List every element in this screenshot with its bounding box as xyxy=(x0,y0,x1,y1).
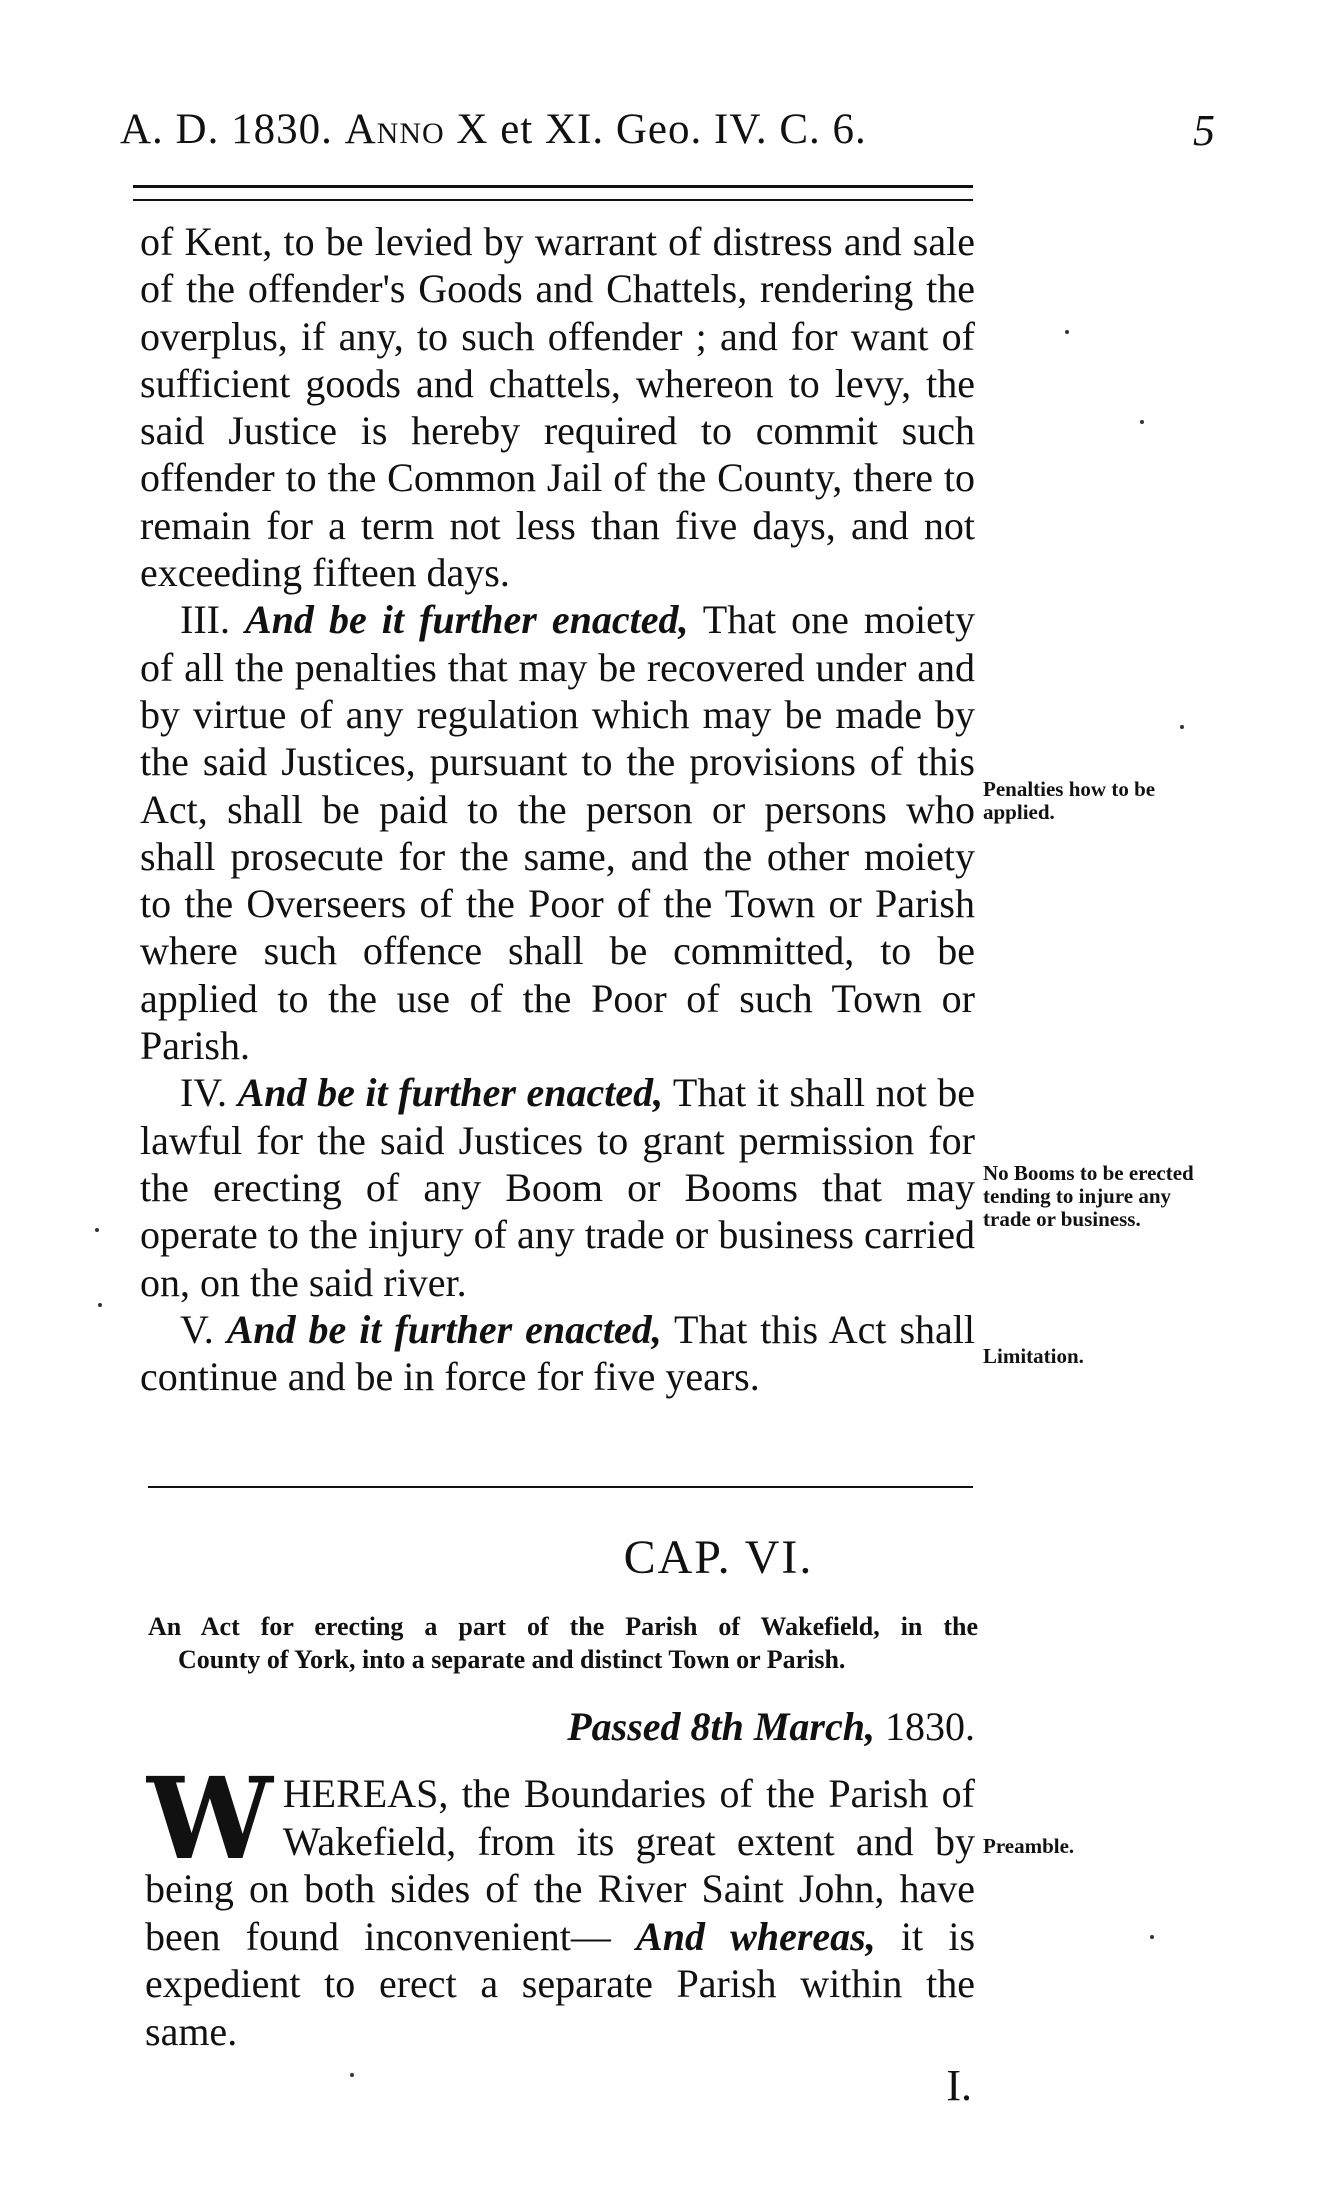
passed-date xyxy=(567,1703,975,1750)
chapter-heading-text: CAP. VI. xyxy=(623,1531,814,1584)
margin-note-preamble: Preamble. xyxy=(983,1834,1075,1858)
act-title-line-1: An Act for erecting a part of the Parish of Wakefield, in the xyxy=(148,1612,978,1641)
section-5 xyxy=(140,1306,975,1401)
statute-body xyxy=(140,218,975,1400)
passed-label: Passed 8th March, xyxy=(567,1704,875,1749)
section-divider-rule xyxy=(148,1486,973,1488)
section-4 xyxy=(140,1069,975,1305)
act-title xyxy=(148,1610,978,1676)
passed-year: 1830. xyxy=(885,1704,975,1749)
continued-paragraph: of Kent, to be levied by warrant of distress and sale of the offender's Goods and Chattels, rendering the overplus, if any, to such offender ; and for want of sufficient goods and chattels, whereon to levy, the said Justice is hereby required to commit such offender to the Common Jail of the County, there to remain for a term not less than five days, and not exceeding fifteen days. xyxy=(140,219,975,596)
drop-capital: W xyxy=(147,1754,273,1885)
section-3-text: That one moiety of all the penalties that may be recovered under and by virtue of any regulation which may be made by the said Justices, pursuant to the provisions of this Act, shall be paid to the person or persons who shall prosecute for the same, and the other moiety to the Overseers of the Poor of the Town or Parish where such offence shall be committed, to be applied to the use of the Poor of such Town or Parish. xyxy=(140,597,975,1069)
header-year: A. D. 1830. xyxy=(120,106,333,153)
header-citation xyxy=(120,105,867,154)
section-4-enacting-phrase: And be it further enacted, xyxy=(237,1070,664,1116)
speck xyxy=(95,1228,99,1232)
speck xyxy=(350,2073,354,2077)
section-4-text: That it shall not be lawful for the said Justices to grant permission for the erecting of any Boom or Booms that may operate to the injury of any trade or business carried on, on the said river. xyxy=(140,1070,976,1305)
section-3-enacting-phrase: And be it further enacted, xyxy=(245,597,689,643)
header-regnal: X et XI. Geo. IV. C. 6. xyxy=(456,106,867,153)
speck xyxy=(1065,330,1069,334)
catchword: I. xyxy=(946,2061,972,2110)
page-number: 5 xyxy=(1193,106,1215,155)
section-3-number: III. xyxy=(180,597,230,643)
preamble-paragraph xyxy=(145,1754,976,2055)
margin-note-booms: No Booms to be erected tending to injure any trade or business. xyxy=(983,1161,1194,1231)
section-4-number: IV. xyxy=(180,1070,228,1116)
running-header xyxy=(120,105,1215,165)
section-3 xyxy=(140,596,975,1069)
section-5-text: That this Act shall continue and be in force for five years. xyxy=(140,1306,976,1400)
section-5-enacting-phrase: And be it further enacted, xyxy=(226,1306,662,1352)
speck xyxy=(1180,725,1184,729)
section-5-number: V. xyxy=(180,1306,214,1352)
chapter-heading xyxy=(0,1530,1327,1585)
preamble-text-end: it is expedient to erect a separate Parish within the same. xyxy=(145,1913,976,2054)
margin-note-limitation: Limitation. xyxy=(983,1344,1084,1368)
speck xyxy=(1140,420,1144,424)
act-title-line-2: County of York, into a separate and distinct Town or Parish. xyxy=(178,1645,846,1674)
header-anno: Anno xyxy=(344,106,445,153)
preamble-text-start: HEREAS, the Boundaries of the Parish of Wakefield, from its great extent and by being on both sides of the River Saint John, have been found inconvenient— xyxy=(145,1771,975,1959)
margin-note-penalties: Penalties how to be applied. xyxy=(983,777,1156,824)
header-double-rule xyxy=(133,185,973,201)
preamble-phrase: And whereas, xyxy=(636,1913,876,1959)
speck xyxy=(1150,1935,1154,1939)
speck xyxy=(98,1303,102,1307)
